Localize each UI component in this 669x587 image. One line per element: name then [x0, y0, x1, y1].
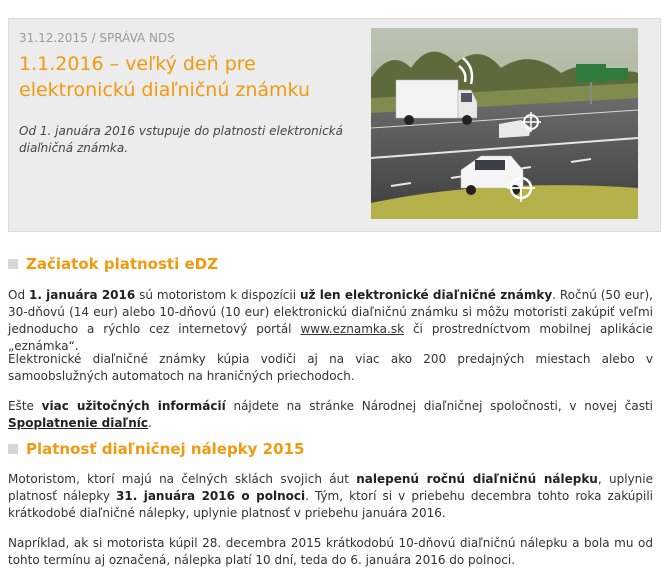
paragraph-text — [8, 287, 653, 355]
text: Ešte — [8, 399, 42, 413]
section-heading-text: Platnosť diaľničnej nálepky 2015 — [26, 440, 305, 458]
bold-text: 31. januára 2016 o polnoci — [116, 489, 306, 503]
section-sticker-validity — [8, 439, 653, 459]
paragraph — [8, 351, 653, 385]
text: Od — [8, 288, 29, 302]
article-date: 31.12.2015 — [19, 31, 88, 45]
paragraph — [8, 471, 653, 522]
article-meta — [19, 31, 175, 45]
eznamka-link[interactable]: www.eznamka.sk — [300, 322, 405, 336]
article-title[interactable]: 1.1.2016 – veľký deň pre elektronickú diaľničnú známku — [19, 53, 311, 101]
text: . — [148, 416, 152, 430]
text: Motoristom, ktorí majú na čelných sklách svojich áut — [8, 472, 357, 486]
bold-text: už len elektronické diaľničné známky — [299, 288, 553, 302]
section-heading — [8, 254, 653, 274]
spoplatnenie-dialnic-link[interactable]: Spoplatnenie diaľníc — [8, 416, 148, 430]
paragraph-text: Napríklad, ak si motorista kúpil 28. decembra 2015 krátkodobú 10-dňovú diaľničnú nálepku a bola mu od tohto termínu aj označená, nálepka platí 10 dní, teda do 6. januára 2016 do polnoci. — [8, 536, 653, 567]
paragraph-text: Elektronické diaľničné známky kúpia vodiči aj na viac ako 200 predajných miestach alebo v samoobslužných automatoch na hraničných priechodoch. — [8, 352, 653, 383]
bold-text: 1. januára 2016 — [28, 288, 136, 302]
article-hero — [8, 18, 661, 232]
bullet-square-icon — [8, 444, 18, 454]
article-source: SPRÁVA NDS — [99, 31, 175, 45]
bold-text: nalepenú ročnú diaľničnú nálepku — [356, 472, 598, 486]
paragraph — [8, 398, 653, 432]
highway-photo-icon[interactable] — [371, 28, 638, 219]
text: , uplynie platnosť nálepky — [8, 472, 653, 503]
meta-separator: / — [91, 31, 96, 45]
paragraph — [8, 287, 653, 355]
text: nájdete na stránke Národnej diaľničnej spoločnosti, v novej časti — [225, 399, 653, 413]
article-lead: Od 1. januára 2016 vstupuje do platnosti elektronická diaľničná známka. — [19, 124, 343, 155]
bullet-square-icon — [8, 259, 18, 269]
paragraph — [8, 535, 653, 569]
text: . Tým, ktorí si v priebehu decembra tohto roka zakúpili krátkodobé diaľničné nálepky, uplynie platnosť v priebehu januára 2016. — [8, 489, 654, 520]
text: . Ročnú (50 eur), 30-dňovú (14 eur) alebo 10-dňovú (10 eur) elektronickú diaľničnú známku si môžu motoristi zakúpiť veľmi jednoducho a rýchlo cez internetový portál — [8, 288, 653, 336]
bold-text: viac užitočných informácií — [41, 399, 226, 413]
paragraph-text — [8, 471, 653, 522]
text: či prostredníctvom mobilnej aplikácie „eznámka“. — [8, 322, 653, 353]
section-heading — [8, 439, 653, 459]
section-heading-text: Začiatok platnosti eDZ — [26, 255, 218, 273]
paragraph-text — [8, 398, 653, 432]
text: sú motoristom k dispozícii — [135, 288, 300, 302]
section-start-edz — [8, 254, 653, 274]
